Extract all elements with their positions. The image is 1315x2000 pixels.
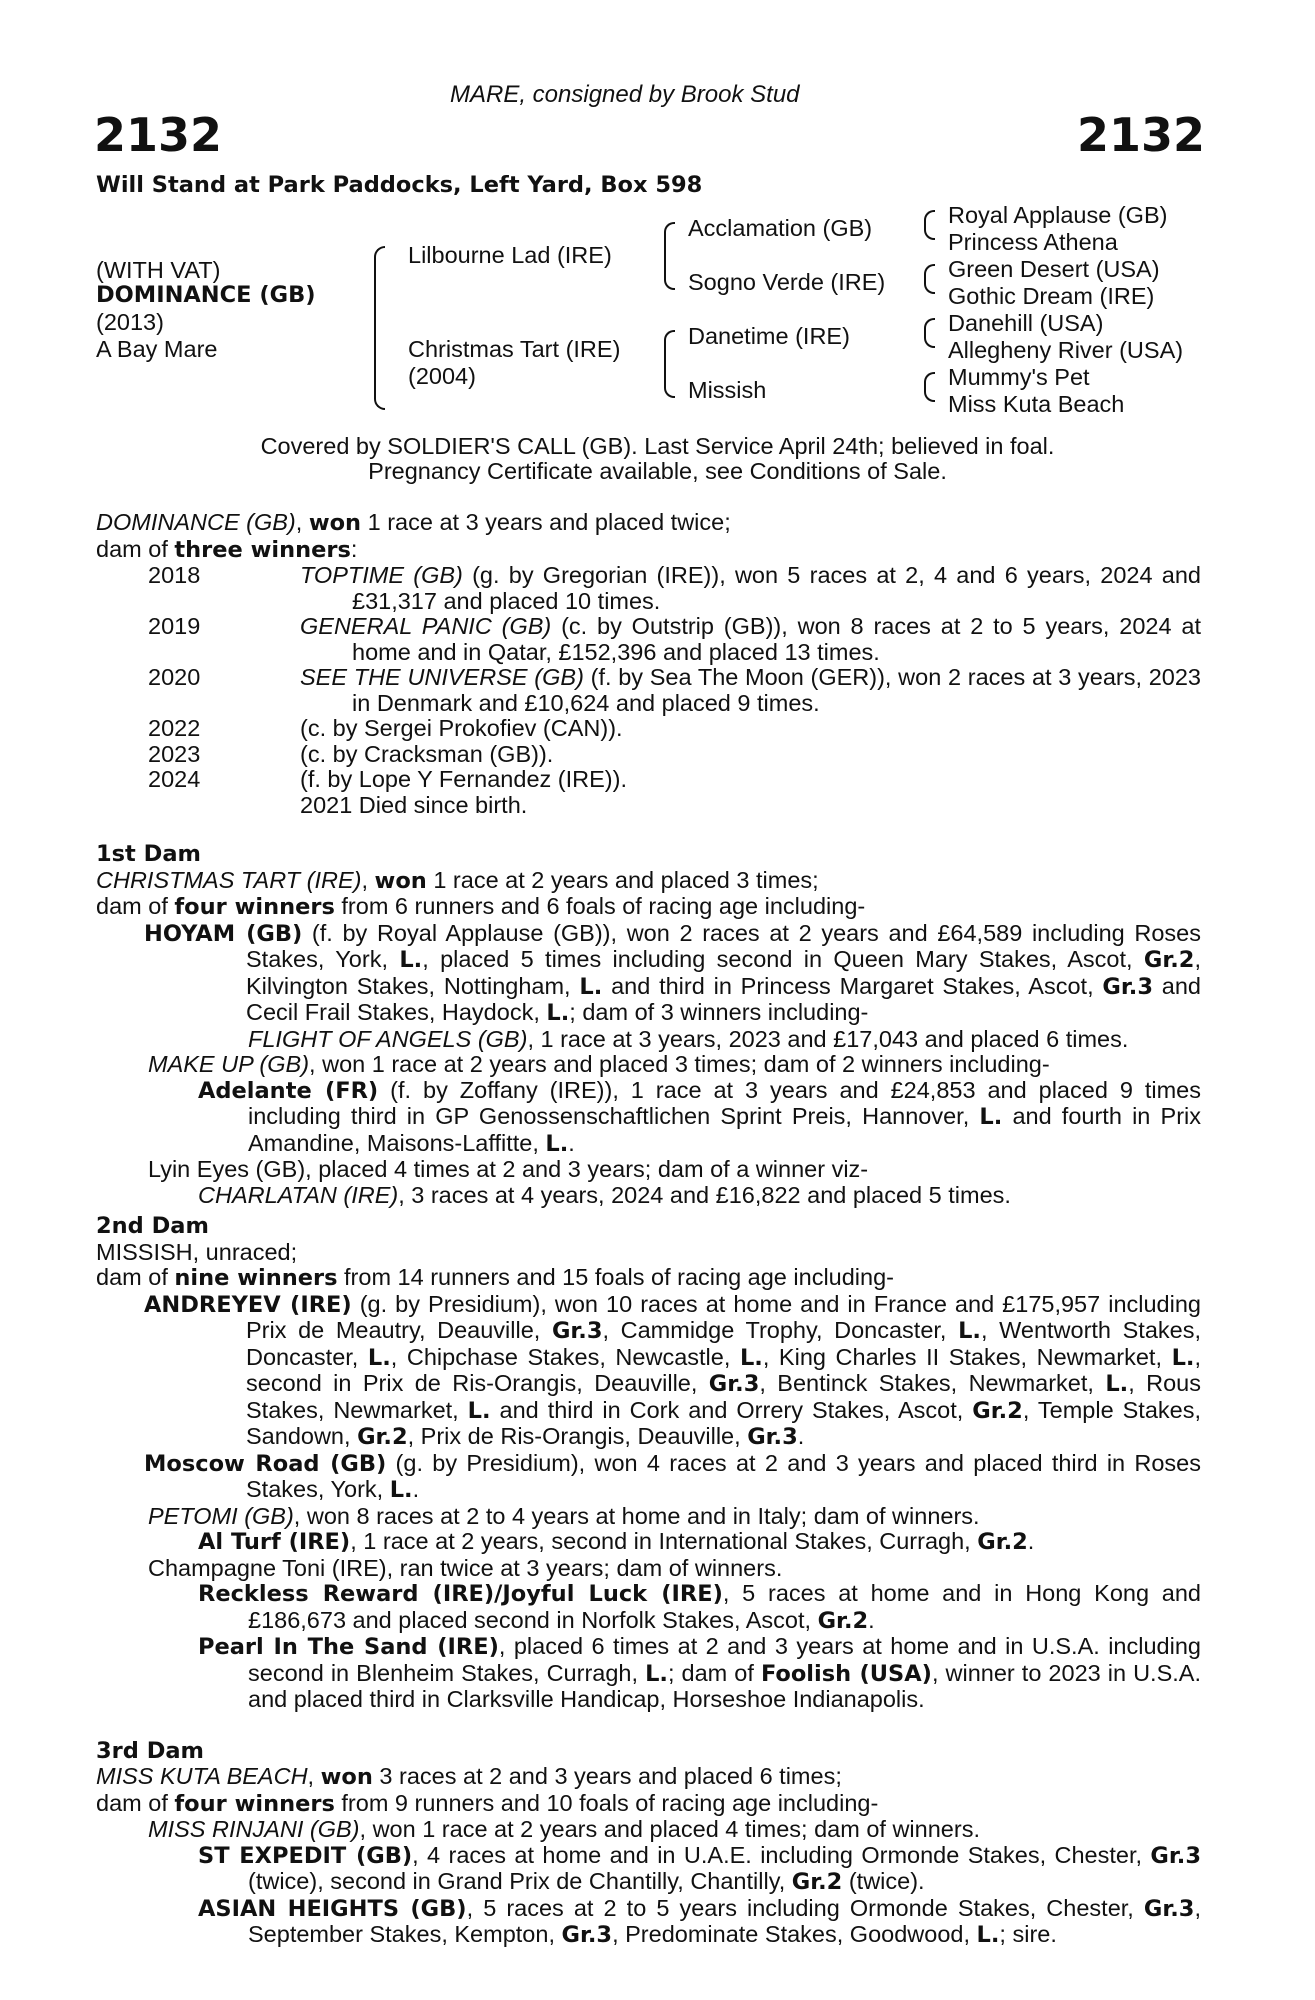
text-fragment: , [361,866,375,893]
text-fragment: , Bentinck Stakes, Newmarket, [759,1370,1106,1396]
text-fragment: , Chipchase Stakes, Newcastle, [390,1343,740,1370]
first-dam-produce-line [96,894,1201,921]
text-fragment: . [568,1129,575,1156]
brace-sire [664,222,675,290]
first-dam-line [96,868,1201,895]
produce-year: 2019 [148,613,201,639]
horse-name: MISS RINJANI (GB) [148,1816,360,1842]
produce-name: SEE THE UNIVERSE (GB) [300,664,584,690]
brace-ds [924,318,935,348]
covered-line-1: Covered by SOLDIER'S CALL (GB). Last Service April 24th; believed in foal. [260,433,1055,459]
horse-name: ASIAN HEIGHTS (GB) [198,1895,467,1922]
text-fragment: , 5 races at 2 to 5 years including Ormonde Stakes, Chester, [466,1894,1144,1921]
text-fragment: , placed 6 times at 2 and 3 years at home and in U.S.A. including second in Blenheim Stakes, Curragh, [248,1633,1201,1686]
produce-year: 2023 [148,740,201,767]
produce-text: (c. by Outstrip (GB)), won 8 races at 2 to 5 years, 2024 at home and in Qatar, £152,396 and placed 13 times. [352,613,1201,665]
horse-name: Reckless Reward (IRE)/Joyful Luck (IRE) [198,1581,723,1607]
text-fragment: , Cammidge Trophy, Doncaster, [602,1317,959,1343]
produce-row [96,742,1201,768]
horse-name: PETOMI (GB) [148,1502,294,1529]
pedigree-sds: Green Desert (USA) [948,256,1160,282]
adelante-entry [96,1078,1201,1158]
sire-dam: Sogno Verde (IRE) [688,269,886,295]
group-label: Gr.2 [1143,947,1195,973]
listed-label: L. [546,1000,570,1026]
text-fragment: , Rous Stakes, Newmarket, [246,1370,1201,1423]
second-dam-heading: 2nd Dam [96,1213,209,1239]
text-fragment: (twice), second in Grand Prix de Chantilly, Chantilly, [248,1868,792,1894]
text-fragment: , second in Prix de Ris-Orangis, Deauville, [246,1343,1201,1396]
produce-year: 2020 [148,664,201,690]
lot-number-left: 2132 [94,108,223,162]
text-fragment: 1 race at 2 years and placed 3 times; [426,866,819,893]
dam-sire: Danetime (IRE) [688,323,850,349]
produce-row [96,665,1201,716]
sire-sire: Acclamation (GB) [688,215,873,241]
group-label: Gr.2 [791,1869,843,1895]
horse-name: FLIGHT OF ANGELS (GB) [248,1025,528,1052]
sire: Lilbourne Lad (IRE) [408,242,612,268]
brace-parents [374,246,385,410]
second-dam-produce-line [96,1265,1201,1292]
consignor-line: MARE, consigned by Brook Stud [450,81,800,108]
produce-text: (c. by Cracksman (GB)). [300,740,554,767]
rinjani-entry [96,1817,1201,1843]
text-fragment: dam of [96,1264,175,1290]
listed-label: L. [579,973,603,1000]
group-label: Gr.2 [357,1424,408,1450]
dam-year: (2004) [408,363,476,389]
horse-name: Foolish (USA) [760,1660,932,1687]
text-fragment: , September Stakes, Kempton, [248,1894,1201,1947]
listed-label: L. [399,947,423,973]
text-fragment: , 1 race at 2 years, second in International Stakes, Curragh, [350,1528,978,1554]
won-label: won [320,1764,373,1790]
group-label: Gr.2 [817,1607,869,1634]
text-fragment: , won 1 race at 2 years and placed 3 times; dam of 2 winners including- [309,1051,1050,1077]
horse-name: CHARLATAN (IRE) [198,1181,399,1208]
produce-row [96,793,1201,819]
text-fragment: (g. by Presidium), won 10 races at home and in France and £175,957 including Prix de Meautry, Deauville, [246,1290,1201,1343]
text-fragment: 3 races at 2 and 3 years and placed 6 times; [372,1763,842,1789]
won-label: won [308,510,362,536]
produce-name: TOPTIME (GB) [300,562,463,588]
text-fragment: and third in Princess Margaret Stakes, Ascot, [602,972,1103,999]
group-label: Gr.3 [551,1318,603,1344]
horse-name: Adelante (FR) [198,1077,379,1104]
horse-name: ANDREYEV (IRE) [144,1291,352,1318]
reckless-entry [96,1581,1201,1634]
second-dam-line: MISSISH, unraced; [96,1238,298,1265]
group-label: Gr.3 [561,1922,613,1948]
text-fragment: . [797,1423,805,1449]
text-fragment: . [868,1606,875,1633]
text-fragment: , placed 5 times including second in Queen Mary Stakes, Ascot, [422,946,1144,972]
text-fragment: (f. by Zoffany (IRE)), 1 race at 3 years and £24,853 and placed 9 times including third in GP Genossenschaftlichen Sprint Preis, Hannover, [248,1076,1202,1129]
text-fragment: and third in Cork and Orrery Stakes, Ascot, [490,1396,973,1423]
hoyam-entry [96,921,1201,1027]
petomi-entry [96,1504,1201,1530]
produce-name: GENERAL PANIC (GB) [300,613,552,639]
text-fragment: dam of [96,1789,175,1816]
first-dam-heading: 1st Dam [96,841,201,867]
produce-year: 2022 [148,715,201,741]
text-fragment: and Cecil Frail Stakes, Haydock, [246,972,1201,1025]
winners-count: three winners [174,536,351,563]
text-fragment: (twice). [842,1868,925,1894]
text-fragment: , Prix de Ris-Orangis, Deauville, [407,1423,748,1449]
horse-name: Al Turf (IRE) [198,1529,351,1555]
listed-label: L. [958,1318,981,1344]
horse-name: MAKE UP (GB) [148,1051,310,1077]
flight-entry [96,1027,1201,1053]
text-fragment: , 4 races at home and in U.A.E. including Ormonde Stakes, Chester, [412,1841,1151,1868]
text-fragment: from 6 runners and 6 foals of racing age including- [334,893,866,919]
produce-row [96,563,1201,614]
asian-entry [96,1896,1201,1949]
text-fragment: . [412,1476,420,1502]
lyin-entry: Lyin Eyes (GB), placed 4 times at 2 and 3 years; dam of a winner viz- [148,1156,869,1182]
listed-label: L. [367,1344,391,1371]
text-fragment: , King Charles II Stakes, Newmarket, [762,1343,1172,1370]
produce-year [148,793,300,819]
pedigree-ssd: Princess Athena [948,229,1118,255]
group-label: Gr.3 [1143,1895,1195,1922]
dam-produce-intro [96,510,1201,537]
produce-row [96,767,1201,793]
listed-label: L. [467,1397,491,1424]
text-fragment: (g. by Presidium), won 4 races at 2 and 3 years and placed third in Roses Stakes, York, [246,1449,1202,1502]
horse-name: Pearl In The Sand (IRE) [198,1634,499,1660]
group-label: Gr.3 [1150,1842,1201,1869]
winners-count: nine winners [174,1265,338,1291]
third-dam-heading: 3rd Dam [96,1737,204,1764]
listed-label: L. [389,1477,413,1503]
listed-label: L. [645,1660,668,1687]
pedigree-dss: Danehill (USA) [948,310,1104,336]
pedigree-sss: Royal Applause (GB) [948,202,1168,228]
horse-description: A Bay Mare [96,336,218,362]
produce-row [96,614,1201,665]
produce-row [96,716,1201,742]
text-fragment: 1 race at 3 years and placed twice; [361,509,731,535]
text-fragment: , 1 race at 3 years, 2023 and £17,043 and placed 6 times. [527,1025,1129,1052]
text-fragment: from 9 runners and 10 foals of racing age including- [334,1789,879,1816]
dam: Christmas Tart (IRE) [408,336,621,362]
covered-line-2: Pregnancy Certificate available, see Conditions of Sale. [368,458,947,484]
horse-year: (2013) [96,309,164,335]
text-fragment: , 3 races at 4 years, 2024 and £16,822 and placed 5 times. [398,1181,1011,1208]
text-fragment: ; sire. [999,1921,1057,1947]
lot-number-right: 2132 [1076,108,1205,162]
horse-name: Moscow Road (GB) [144,1450,387,1477]
won-label: won [374,867,427,894]
pedigree-dds: Mummy's Pet [948,364,1090,390]
produce-year: 2024 [148,766,201,792]
dam-name: DOMINANCE (GB) [96,509,296,535]
third-dam-name: MISS KUTA BEACH [96,1763,308,1789]
group-label: Gr.3 [1102,973,1153,1000]
text-fragment: (f. by Royal Applause (GB)), won 2 races at 2 years and £64,589 including Roses Stakes, York, [246,919,1201,972]
vat-note: (WITH VAT) [96,257,221,283]
text-fragment: , Temple Stakes, Sandown, [246,1396,1201,1449]
produce-text: (f. by Lope Y Fernandez (IRE)). [300,766,627,792]
horse-name: ST EXPEDIT (GB) [198,1842,413,1869]
makeup-entry [96,1052,1201,1078]
text-fragment: , Kilvington Stakes, Nottingham, [246,946,1201,999]
alturf-entry [96,1529,1201,1556]
text-fragment: . [1027,1528,1035,1554]
horse-name: HOYAM (GB) [144,920,303,947]
text-fragment: dam of [96,893,175,919]
catalogue-body [96,510,1201,1949]
champagne-entry: Champagne Toni (IRE), ran twice at 3 years; dam of winners. [148,1554,783,1581]
group-label: Gr.2 [972,1397,1023,1424]
andreyev-entry [96,1292,1201,1451]
text-fragment: , won 8 races at 2 to 4 years at home and in Italy; dam of winners. [293,1502,980,1529]
text-fragment: , won 1 race at 2 years and placed 4 times; dam of winners. [359,1816,980,1842]
third-dam-line [96,1764,1201,1791]
text-fragment: ; dam of 3 winners including- [569,999,869,1025]
listed-label: L. [976,1922,1000,1948]
produce-text: 2021 Died since birth. [300,791,528,818]
text-fragment: and fourth in Prix Amandine, Maisons-Laffitte, [248,1103,1201,1156]
stand-location: Will Stand at Park Paddocks, Left Yard, Box 598 [96,172,703,198]
listed-label: L. [1171,1344,1195,1371]
expedit-entry [96,1843,1201,1896]
group-label: Gr.3 [708,1371,760,1397]
moscow-entry [96,1451,1201,1504]
listed-label: L. [979,1104,1003,1130]
charlatan-entry [96,1183,1201,1209]
brace-dd [924,372,935,402]
listed-label: L. [739,1344,763,1371]
text-fragment: , winner to 2023 in U.S.A. and placed third in Clarksville Handicap, Horseshoe Indianapolis. [248,1659,1201,1712]
group-label: Gr.2 [977,1529,1028,1555]
winners-count: four winners [174,1790,335,1817]
listed-label: L. [545,1130,569,1157]
group-label: Gr.3 [747,1424,798,1450]
text-fragment: , [307,1763,321,1789]
text-fragment: from 14 runners and 15 foals of racing age including- [337,1264,894,1290]
brace-ss [924,210,935,240]
first-dam-name: CHRISTMAS TART (IRE) [96,866,362,893]
horse-name: DOMINANCE (GB) [96,282,316,308]
text-fragment: : [350,535,358,562]
text-fragment: ; dam of [667,1659,761,1686]
brace-dam [664,330,675,398]
text-fragment: dam of [96,535,175,562]
pedigree-dsd: Allegheny River (USA) [948,337,1184,363]
listed-label: L. [1105,1371,1129,1397]
dam-of-line [96,537,1201,564]
produce-text: (g. by Gregorian (IRE)), won 5 races at 2, 4 and 6 years, 2024 and £31,317 and placed 10 times. [352,562,1201,614]
winners-count: four winners [174,894,335,920]
text-fragment: , [295,509,309,535]
brace-sd [924,264,935,294]
dam-dam: Missish [688,377,767,403]
text-fragment: , 5 races at home and in Hong Kong and £186,673 and placed second in Norfolk Stakes, Ascot, [248,1580,1202,1633]
produce-text: (c. by Sergei Prokofiev (CAN)). [300,715,623,741]
text-fragment: , Wentworth Stakes, Doncaster, [246,1317,1201,1370]
text-fragment: , Predominate Stakes, Goodwood, [612,1921,977,1947]
pedigree-ddd: Miss Kuta Beach [948,391,1125,417]
third-dam-produce-line [96,1791,1201,1818]
produce-year: 2018 [148,562,201,588]
produce-text: (f. by Sea The Moon (GER)), won 2 races at 3 years, 2023 in Denmark and £10,624 and placed 9 times. [352,664,1202,716]
pedigree-sdd: Gothic Dream (IRE) [948,283,1155,309]
pearl-entry [96,1634,1201,1713]
